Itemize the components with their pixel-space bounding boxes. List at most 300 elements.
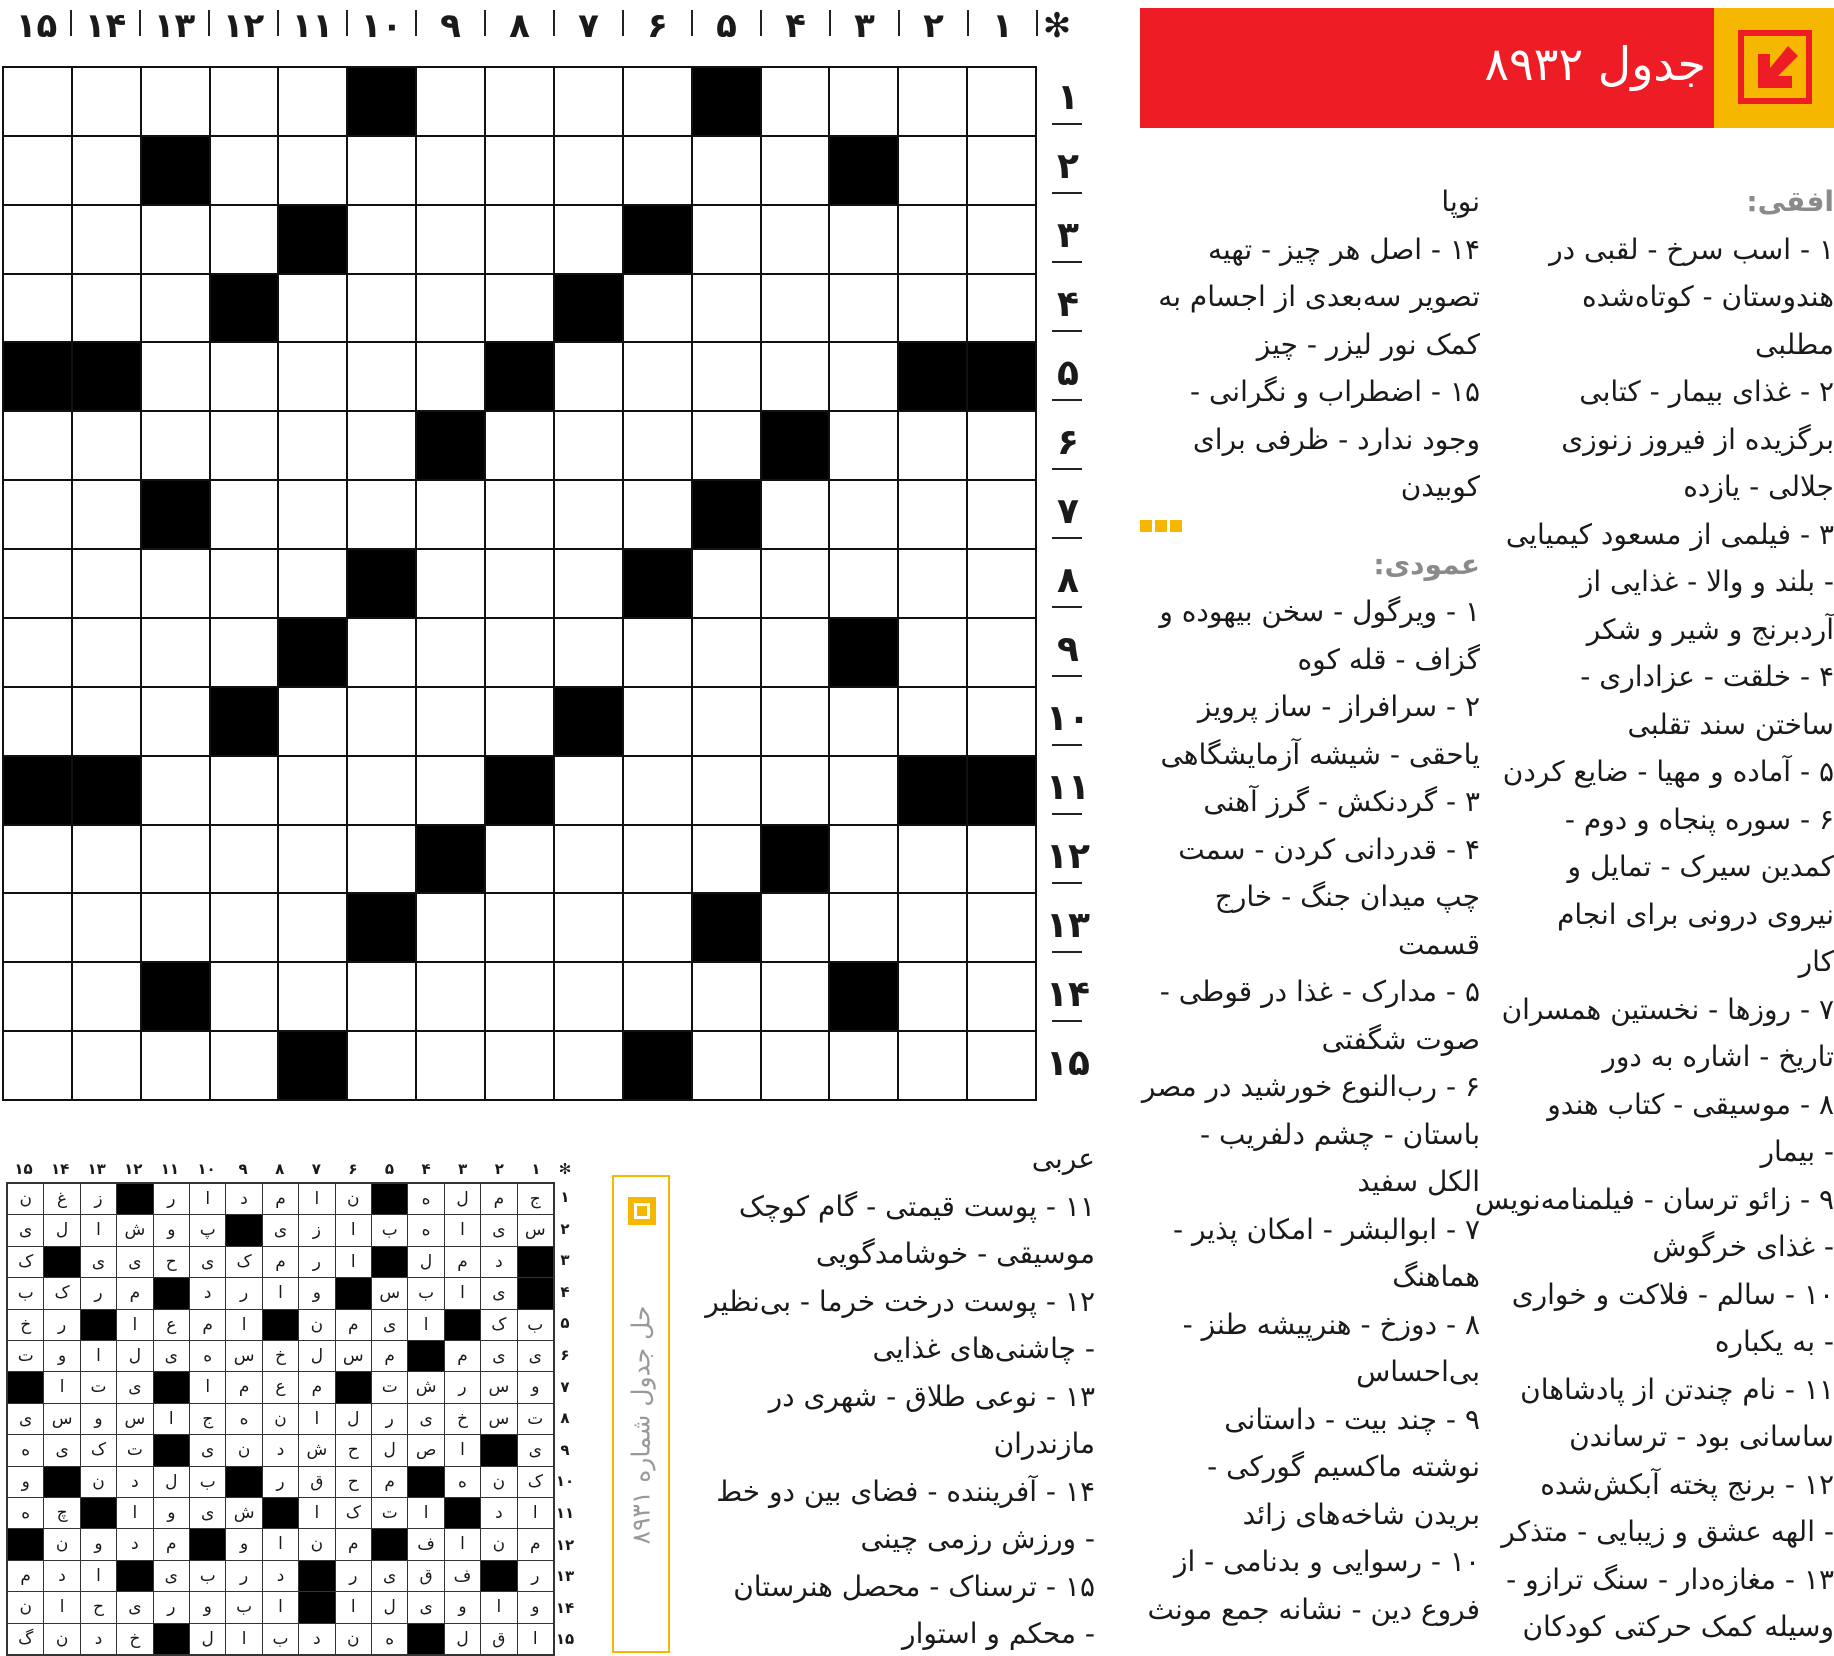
grid-cell[interactable] [417, 688, 484, 755]
solution-cell: غ [44, 1184, 79, 1214]
crossword-grid[interactable] [2, 66, 1037, 1101]
grid-cell[interactable] [211, 206, 278, 273]
clue-line: الکل سفید [1357, 1165, 1480, 1198]
row-separator [1052, 192, 1082, 194]
row-separator [1052, 399, 1082, 401]
grid-cell[interactable] [624, 481, 691, 548]
grid-cell[interactable] [486, 619, 553, 686]
grid-cell[interactable] [624, 894, 691, 961]
black-cell [693, 481, 760, 548]
solution-cell: و [81, 1529, 116, 1559]
solution-cell: ع [154, 1310, 189, 1340]
clue-line: فروع دین - نشانه جمع مونث [1147, 1592, 1480, 1626]
grid-cell[interactable] [762, 550, 829, 617]
grid-cell[interactable] [73, 826, 140, 893]
solution-black-cell [372, 1247, 407, 1277]
grid-cell[interactable] [348, 826, 415, 893]
grid-cell[interactable] [73, 481, 140, 548]
solution-cell: ی [190, 1435, 225, 1465]
clue-line: کمک نور لیزر - چیز [1256, 327, 1480, 361]
grid-cell[interactable] [4, 481, 71, 548]
grid-cell[interactable] [211, 619, 278, 686]
solution-cell: ب [263, 1624, 298, 1654]
grid-cell[interactable] [417, 137, 484, 204]
grid-cell[interactable] [211, 343, 278, 410]
grid-cell[interactable] [830, 757, 897, 824]
clue-line: - الهه عشق و زیبایی - متذکر [1501, 1515, 1834, 1548]
black-cell [899, 757, 966, 824]
grid-cell[interactable] [417, 206, 484, 273]
black-cell [624, 1032, 691, 1099]
grid-cell[interactable] [899, 481, 966, 548]
grid-cell[interactable] [968, 963, 1035, 1030]
star-icon: ✻ [1042, 6, 1072, 46]
grid-cell[interactable] [279, 963, 346, 1030]
grid-cell[interactable] [211, 137, 278, 204]
grid-cell[interactable] [348, 206, 415, 273]
grid-cell[interactable] [555, 963, 622, 1030]
solution-cell: ا [299, 1498, 334, 1528]
grid-cell[interactable] [211, 826, 278, 893]
grid-cell[interactable] [211, 550, 278, 617]
grid-cell[interactable] [73, 619, 140, 686]
solution-row-number: ۳ [560, 1251, 570, 1270]
grid-cell[interactable] [899, 1032, 966, 1099]
grid-cell[interactable] [486, 1032, 553, 1099]
grid-cell[interactable] [968, 412, 1035, 479]
solution-black-cell [445, 1498, 480, 1528]
solution-cell: م [372, 1341, 407, 1371]
grid-cell[interactable] [624, 343, 691, 410]
solution-cell: ی [81, 1247, 116, 1277]
grid-cell[interactable] [762, 963, 829, 1030]
clue-line: ۶ - سوره پنجاه و دوم - [1564, 802, 1834, 836]
black-cell [348, 68, 415, 135]
solution-cell: خ [263, 1341, 298, 1371]
solution-row-number: ۴ [560, 1282, 570, 1301]
solution-black-cell [481, 1435, 516, 1465]
solution-black-cell [299, 1592, 334, 1622]
row-separator [1052, 537, 1082, 539]
grid-cell[interactable] [555, 1032, 622, 1099]
grid-cell[interactable] [4, 688, 71, 755]
clue-line: - به یکباره [1714, 1325, 1834, 1358]
grid-cell[interactable] [486, 481, 553, 548]
row-number: ۵ [1057, 353, 1079, 394]
grid-cell[interactable] [4, 826, 71, 893]
solution-cell: س [117, 1404, 152, 1434]
grid-cell[interactable] [693, 137, 760, 204]
column-number: ۴ [785, 6, 806, 46]
solution-black-cell [44, 1247, 79, 1277]
grid-cell[interactable] [899, 137, 966, 204]
grid-cell[interactable] [73, 894, 140, 961]
grid-cell[interactable] [624, 275, 691, 342]
grid-cell[interactable] [693, 206, 760, 273]
grid-cell[interactable] [279, 68, 346, 135]
grid-cell[interactable] [830, 481, 897, 548]
solution-black-cell [44, 1467, 79, 1497]
grid-cell[interactable] [142, 412, 209, 479]
grid-cell[interactable] [555, 68, 622, 135]
solution-title: حل جدول شماره ۸۹۳۱ [626, 1305, 656, 1545]
solution-cell: ل [117, 1341, 152, 1371]
grid-cell[interactable] [762, 757, 829, 824]
black-cell [348, 894, 415, 961]
grid-cell[interactable] [73, 206, 140, 273]
grid-cell[interactable] [4, 68, 71, 135]
grid-cell[interactable] [73, 1032, 140, 1099]
grid-cell[interactable] [486, 206, 553, 273]
grid-cell[interactable] [968, 826, 1035, 893]
grid-cell[interactable] [417, 894, 484, 961]
grid-cell[interactable] [73, 688, 140, 755]
grid-cell[interactable] [830, 206, 897, 273]
solution-black-cell [117, 1184, 152, 1214]
grid-cell[interactable] [4, 894, 71, 961]
clue-line: ۱۳ - مغازه‌دار - سنگ ترازو - [1506, 1562, 1834, 1596]
grid-cell[interactable] [830, 412, 897, 479]
clue-line: تصویر سه‌بعدی از اجسام به [1158, 280, 1480, 313]
solution-cell: ح [336, 1467, 371, 1497]
clue-line: هندوستان - کوتاه‌شده [1582, 280, 1834, 313]
grid-cell[interactable] [211, 68, 278, 135]
grid-cell[interactable] [968, 894, 1035, 961]
solution-cell: ا [299, 1404, 334, 1434]
grid-cell[interactable] [417, 963, 484, 1030]
grid-cell[interactable] [417, 481, 484, 548]
grid-cell[interactable] [624, 963, 691, 1030]
grid-cell[interactable] [624, 826, 691, 893]
grid-cell[interactable] [348, 343, 415, 410]
grid-cell[interactable] [762, 1032, 829, 1099]
grid-cell[interactable] [693, 412, 760, 479]
grid-cell[interactable] [830, 826, 897, 893]
solution-column-number: ۳ [458, 1160, 468, 1178]
grid-cell[interactable] [4, 1032, 71, 1099]
grid-cell[interactable] [348, 412, 415, 479]
grid-cell[interactable] [555, 550, 622, 617]
grid-cell[interactable] [4, 275, 71, 342]
grid-cell[interactable] [279, 894, 346, 961]
grid-cell[interactable] [348, 275, 415, 342]
grid-cell[interactable] [211, 757, 278, 824]
grid-cell[interactable] [830, 68, 897, 135]
grid-cell[interactable] [968, 688, 1035, 755]
column-number: ۱۲ [222, 6, 265, 46]
solution-cell: ن [263, 1404, 298, 1434]
grid-cell[interactable] [830, 275, 897, 342]
grid-cell[interactable] [555, 206, 622, 273]
grid-cell[interactable] [486, 412, 553, 479]
black-cell [762, 826, 829, 893]
solution-cell: ق [299, 1467, 334, 1497]
clue-line: ۵ - آماده و مهیا - ضایع کردن [1502, 755, 1834, 788]
clue-line: جلالی - یازده [1683, 470, 1834, 503]
grid-cell[interactable] [830, 550, 897, 617]
solution-black-cell [481, 1561, 516, 1591]
main-column-numbers [0, 0, 1090, 52]
row-number: ۷ [1057, 491, 1079, 532]
row-number: ۱۴ [1046, 974, 1090, 1015]
solution-row-number: ۹ [560, 1440, 570, 1459]
solution-cell: ل [190, 1624, 225, 1654]
grid-cell[interactable] [211, 894, 278, 961]
grid-cell[interactable] [486, 826, 553, 893]
solution-cell: س [481, 1404, 516, 1434]
column-separator [277, 10, 279, 36]
grid-cell[interactable] [142, 550, 209, 617]
grid-cell[interactable] [693, 757, 760, 824]
grid-cell[interactable] [555, 619, 622, 686]
grid-cell[interactable] [555, 894, 622, 961]
grid-cell[interactable] [968, 619, 1035, 686]
grid-cell[interactable] [73, 137, 140, 204]
grid-cell[interactable] [417, 757, 484, 824]
grid-cell[interactable] [693, 550, 760, 617]
solution-cell: ا [336, 1247, 371, 1277]
grid-cell[interactable] [279, 688, 346, 755]
grid-cell[interactable] [830, 1032, 897, 1099]
grid-cell[interactable] [348, 963, 415, 1030]
grid-cell[interactable] [624, 412, 691, 479]
grid-cell[interactable] [624, 137, 691, 204]
solution-black-cell [336, 1372, 371, 1402]
grid-cell[interactable] [211, 963, 278, 1030]
grid-cell[interactable] [486, 688, 553, 755]
grid-cell[interactable] [899, 68, 966, 135]
grid-cell[interactable] [4, 206, 71, 273]
black-cell [555, 275, 622, 342]
grid-cell[interactable] [968, 68, 1035, 135]
grid-cell[interactable] [693, 275, 760, 342]
grid-cell[interactable] [279, 757, 346, 824]
row-separator [1052, 951, 1082, 953]
grid-cell[interactable] [417, 275, 484, 342]
grid-cell[interactable] [899, 412, 966, 479]
grid-cell[interactable] [624, 619, 691, 686]
grid-cell[interactable] [417, 619, 484, 686]
grid-cell[interactable] [762, 275, 829, 342]
grid-cell[interactable] [279, 137, 346, 204]
grid-cell[interactable] [142, 275, 209, 342]
black-cell [142, 137, 209, 204]
grid-cell[interactable] [142, 206, 209, 273]
solution-cell: ر [226, 1561, 261, 1591]
grid-cell[interactable] [762, 688, 829, 755]
grid-cell[interactable] [899, 963, 966, 1030]
solution-cell: م [154, 1529, 189, 1559]
row-separator [1052, 330, 1082, 332]
grid-cell[interactable] [899, 550, 966, 617]
grid-cell[interactable] [693, 1032, 760, 1099]
grid-cell[interactable] [693, 688, 760, 755]
grid-cell[interactable] [555, 757, 622, 824]
grid-cell[interactable] [968, 1032, 1035, 1099]
grid-cell[interactable] [142, 894, 209, 961]
grid-cell[interactable] [899, 206, 966, 273]
grid-cell[interactable] [762, 619, 829, 686]
grid-cell[interactable] [762, 481, 829, 548]
grid-cell[interactable] [4, 137, 71, 204]
grid-cell[interactable] [4, 619, 71, 686]
solution-cell: س [518, 1215, 553, 1245]
clues-column-1 [1474, 178, 1834, 1651]
solution-column-number: ۱ [531, 1160, 541, 1178]
column-separator [139, 10, 141, 36]
solution-cell: ه [372, 1624, 407, 1654]
grid-cell[interactable] [73, 412, 140, 479]
section-separator [1140, 511, 1480, 541]
black-cell [142, 963, 209, 1030]
solution-cell: ه [445, 1467, 480, 1497]
grid-cell[interactable] [142, 688, 209, 755]
grid-cell[interactable] [142, 757, 209, 824]
column-separator [415, 10, 417, 36]
grid-cell[interactable] [624, 68, 691, 135]
grid-cell[interactable] [211, 1032, 278, 1099]
grid-cell[interactable] [348, 481, 415, 548]
solution-cell: م [336, 1310, 371, 1340]
row-separator [1052, 882, 1082, 884]
grid-cell[interactable] [968, 550, 1035, 617]
solution-cell: ر [226, 1278, 261, 1308]
grid-cell[interactable] [899, 275, 966, 342]
grid-cell[interactable] [899, 826, 966, 893]
black-cell [4, 343, 71, 410]
grid-cell[interactable] [417, 68, 484, 135]
grid-cell[interactable] [279, 412, 346, 479]
grid-cell[interactable] [486, 963, 553, 1030]
grid-cell[interactable] [624, 757, 691, 824]
solution-cell: ر [154, 1184, 189, 1214]
grid-cell[interactable] [968, 206, 1035, 273]
black-cell [211, 688, 278, 755]
grid-cell[interactable] [73, 963, 140, 1030]
clue-line: بریدن شاخه‌های زائد [1242, 1497, 1480, 1531]
solution-cell: ف [408, 1529, 443, 1559]
grid-cell[interactable] [693, 963, 760, 1030]
grid-cell[interactable] [73, 275, 140, 342]
grid-cell[interactable] [693, 826, 760, 893]
clue-line: ۳ - فیلمی از مسعود کیمیایی [1505, 517, 1834, 551]
grid-cell[interactable] [279, 343, 346, 410]
grid-cell[interactable] [486, 68, 553, 135]
grid-cell[interactable] [899, 619, 966, 686]
grid-cell[interactable] [968, 275, 1035, 342]
solution-cell: ا [117, 1498, 152, 1528]
grid-cell[interactable] [279, 550, 346, 617]
solution-cell: م [518, 1529, 553, 1559]
grid-cell[interactable] [348, 137, 415, 204]
solution-cell: ا [154, 1404, 189, 1434]
solution-cell: ت [518, 1404, 553, 1434]
grid-cell[interactable] [4, 963, 71, 1030]
clue-line: چپ میدان جنگ - خارج [1214, 880, 1480, 913]
grid-cell[interactable] [762, 137, 829, 204]
grid-cell[interactable] [486, 275, 553, 342]
grid-cell[interactable] [693, 343, 760, 410]
grid-cell[interactable] [762, 68, 829, 135]
solution-column-number: ۱۱ [160, 1160, 180, 1178]
column-number: ۱ [992, 6, 1013, 46]
grid-cell[interactable] [279, 481, 346, 548]
solution-cell: د [44, 1561, 79, 1591]
grid-cell[interactable] [4, 550, 71, 617]
grid-cell[interactable] [142, 826, 209, 893]
solution-cell: ف [445, 1561, 480, 1591]
grid-cell[interactable] [762, 206, 829, 273]
column-number: ۶ [647, 6, 668, 46]
grid-cell[interactable] [73, 550, 140, 617]
solution-cell: پ [190, 1215, 225, 1245]
grid-cell[interactable] [555, 481, 622, 548]
grid-cell[interactable] [279, 275, 346, 342]
solution-cell: ه [226, 1404, 261, 1434]
grid-cell[interactable] [830, 894, 897, 961]
grid-cell[interactable] [486, 137, 553, 204]
solution-cell: خ [8, 1310, 43, 1340]
grid-cell[interactable] [555, 826, 622, 893]
grid-cell[interactable] [417, 550, 484, 617]
grid-cell[interactable] [142, 1032, 209, 1099]
solution-cell: ح [154, 1247, 189, 1277]
grid-cell[interactable] [555, 412, 622, 479]
column-number: ۱۵ [15, 6, 58, 46]
grid-cell[interactable] [417, 1032, 484, 1099]
solution-cell: ا [81, 1341, 116, 1371]
grid-cell[interactable] [762, 343, 829, 410]
grid-cell[interactable] [624, 688, 691, 755]
grid-cell[interactable] [4, 412, 71, 479]
solution-banner [612, 1175, 670, 1653]
grid-cell[interactable] [899, 688, 966, 755]
clue-line: گزاف - قله کوه [1297, 642, 1480, 676]
grid-cell[interactable] [693, 619, 760, 686]
grid-cell[interactable] [211, 481, 278, 548]
grid-cell[interactable] [830, 688, 897, 755]
grid-cell[interactable] [142, 68, 209, 135]
grid-cell[interactable] [279, 826, 346, 893]
grid-cell[interactable] [348, 757, 415, 824]
solution-cell: ی [518, 1341, 553, 1371]
grid-cell[interactable] [899, 894, 966, 961]
grid-cell[interactable] [142, 619, 209, 686]
grid-cell[interactable] [762, 894, 829, 961]
solution-row-number: ۸ [560, 1409, 570, 1428]
solution-cell: س [44, 1404, 79, 1434]
grid-cell[interactable] [830, 343, 897, 410]
black-cell [830, 619, 897, 686]
grid-cell[interactable] [968, 481, 1035, 548]
grid-cell[interactable] [486, 550, 553, 617]
grid-cell[interactable] [486, 894, 553, 961]
grid-cell[interactable] [211, 412, 278, 479]
grid-cell[interactable] [142, 343, 209, 410]
grid-cell[interactable] [417, 343, 484, 410]
grid-cell[interactable] [968, 137, 1035, 204]
solution-cell: و [154, 1498, 189, 1528]
grid-cell[interactable] [348, 1032, 415, 1099]
grid-cell[interactable] [555, 137, 622, 204]
black-cell [899, 343, 966, 410]
grid-cell[interactable] [555, 343, 622, 410]
grid-cell[interactable] [348, 688, 415, 755]
row-number: ۳ [1057, 215, 1079, 256]
solution-black-cell [336, 1278, 371, 1308]
grid-cell[interactable] [348, 619, 415, 686]
grid-cell[interactable] [73, 68, 140, 135]
